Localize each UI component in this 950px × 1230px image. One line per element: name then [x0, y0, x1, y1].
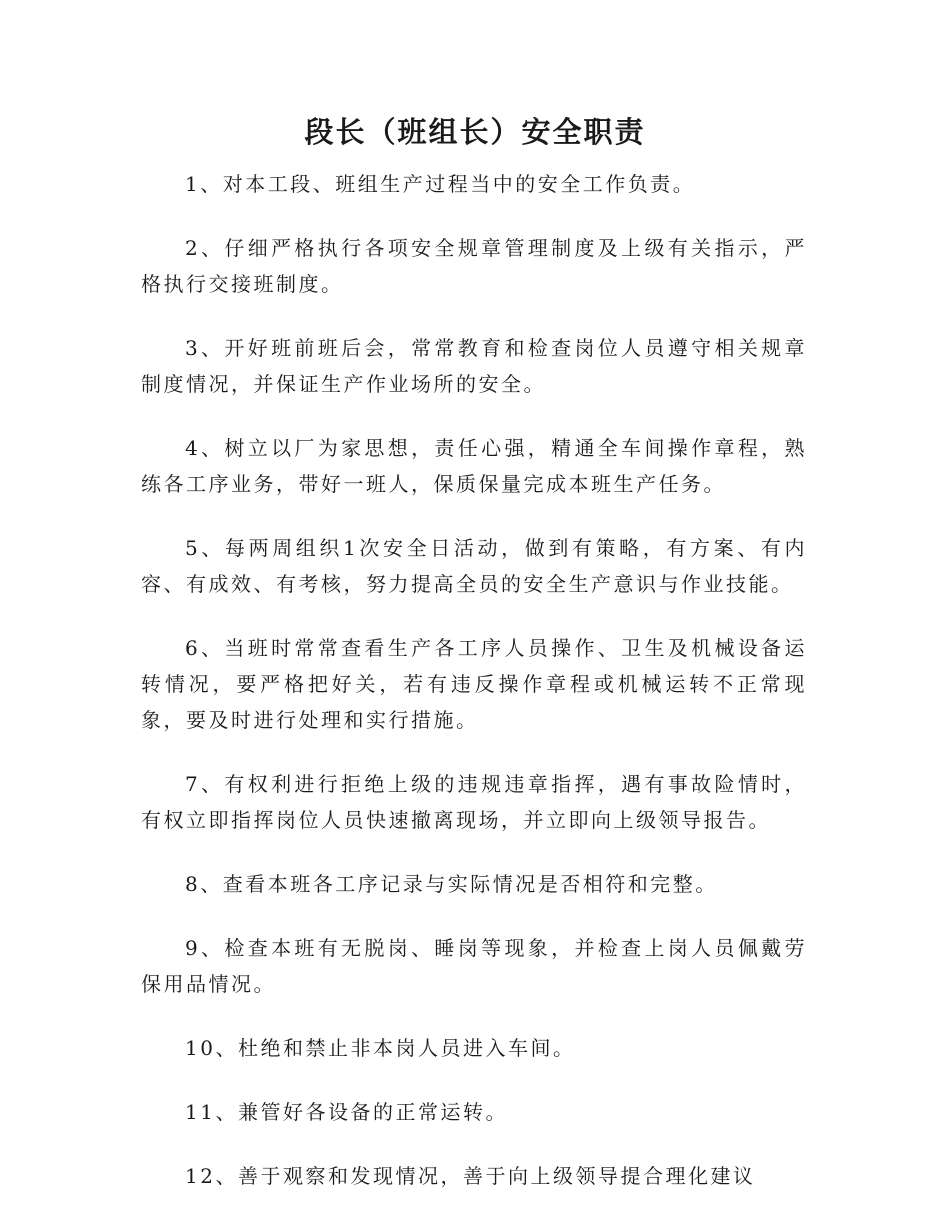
paragraph-11: 11、兼管好各设备的正常运转。 [185, 1100, 508, 1124]
paragraph-9: 9、检查本班有无脱岗、睡岗等现象，并检查上岗人员佩戴劳保用品情况。 [141, 936, 807, 996]
paragraph-6: 6、当班时常常查看生产各工序人员操作、卫生及机械设备运转情况，要严格把好关，若有违反操作章程或机械运转不正常现象，要及时进行处理和实行措施。 [141, 636, 807, 732]
paragraph-4: 4、树立以厂为家思想，责任心强，精通全车间操作章程，熟练各工序业务，带好一班人，保质保量完成本班生产任务。 [141, 436, 807, 496]
document-body [141, 166, 807, 1222]
paragraph-7: 7、有权利进行拒绝上级的违规违章指挥，遇有事故险情时，有权立即指挥岗位人员快速撤离现场，并立即向上级领导报告。 [141, 772, 807, 832]
paragraph-10: 10、杜绝和禁止非本岗人员进入车间。 [185, 1036, 576, 1060]
paragraph-2: 2、仔细严格执行各项安全规章管理制度及上级有关指示，严格执行交接班制度。 [141, 236, 807, 296]
paragraph-3: 3、开好班前班后会，常常教育和检查岗位人员遵守相关规章制度情况，并保证生产作业场所的安全。 [141, 336, 807, 396]
document-title: 段长（班组长）安全职责 [304, 115, 646, 149]
paragraph-12: 12、善于观察和发现情况，善于向上级领导提合理化建议 [185, 1164, 756, 1188]
paragraph-1: 1、对本工段、班组生产过程当中的安全工作负责。 [185, 172, 696, 196]
paragraph-5: 5、每两周组织1次安全日活动，做到有策略，有方案、有内容、有成效、有考核，努力提高全员的安全生产意识与作业技能。 [141, 536, 807, 596]
paragraph-8: 8、查看本班各工序记录与实际情况是否相符和完整。 [185, 872, 718, 896]
